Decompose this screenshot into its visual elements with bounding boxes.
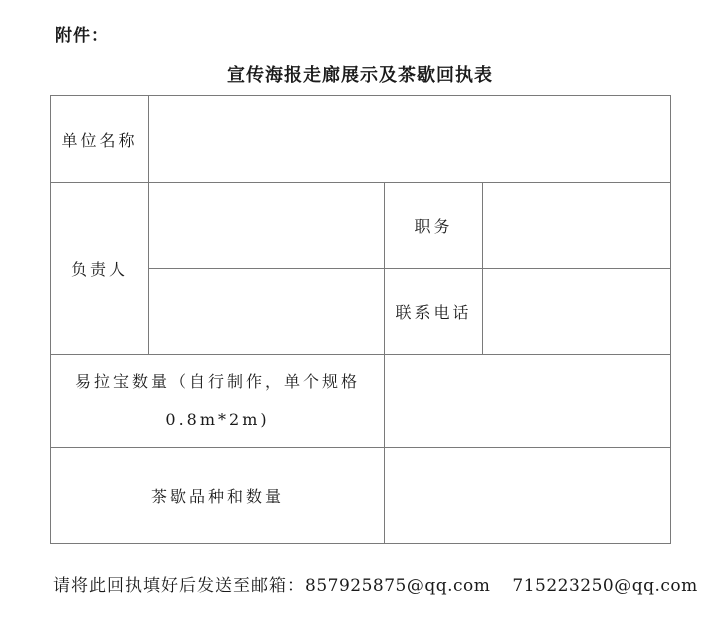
- banner-quantity-field[interactable]: [385, 355, 671, 448]
- footer-email-1: 857925875@qq.com: [305, 576, 491, 596]
- position-field[interactable]: [483, 183, 671, 269]
- phone-field[interactable]: [483, 269, 671, 355]
- table-row: [51, 96, 671, 183]
- footer-instruction: [53, 571, 698, 596]
- footer-instruction-text: 请将此回执填好后发送至邮箱：: [53, 576, 305, 596]
- table-row: [51, 183, 671, 269]
- unit-name-label: 单位名称: [51, 96, 149, 183]
- banner-quantity-label-line1: 易拉宝数量（自行制作，单个规格: [74, 372, 360, 391]
- table-row: [51, 448, 671, 544]
- footer-email-2: 715223250@qq.com: [512, 576, 698, 596]
- leader-label: 负责人: [51, 183, 149, 355]
- banner-quantity-label-line2: 0.8m*2m): [165, 410, 270, 429]
- attachment-label: 附件：: [55, 26, 109, 46]
- phone-label: 联系电话: [385, 269, 483, 355]
- banner-quantity-label: [51, 355, 385, 448]
- page-title: 宣传海报走廊展示及茶歇回执表: [227, 65, 493, 86]
- leader-name-field-row2[interactable]: [149, 269, 385, 355]
- tea-break-field[interactable]: [385, 448, 671, 544]
- leader-name-field-row1[interactable]: [149, 183, 385, 269]
- unit-name-field[interactable]: [149, 96, 671, 183]
- position-label: 职务: [385, 183, 483, 269]
- reply-form-table: [50, 95, 671, 544]
- tea-break-label: 茶歇品种和数量: [51, 448, 385, 544]
- table-row: [51, 355, 671, 448]
